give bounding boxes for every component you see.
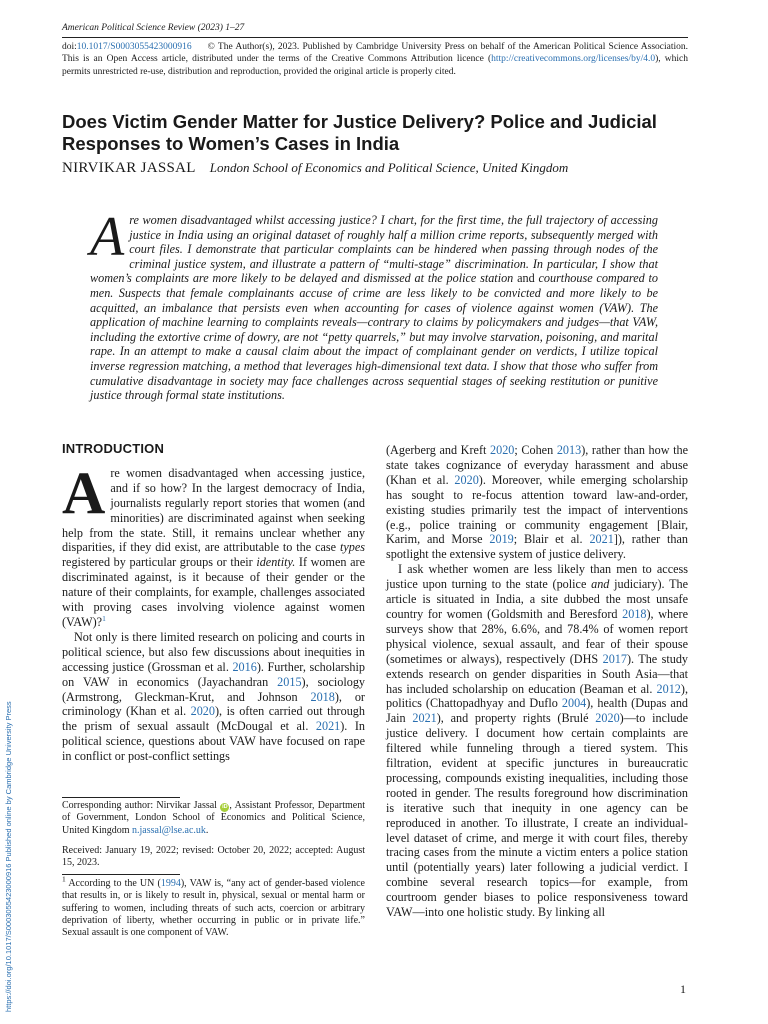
footnote-rule <box>62 874 180 875</box>
body-text: ). Moreover, while emerging scholarship has sought to re-focus attention toward law-and-order, existing studies primarily test the impact of interventions (e.g., police training or community engagement [Blair, Karim, and Morse <box>386 472 688 547</box>
intro-text: registered by particular groups or their <box>62 555 253 570</box>
abstract-text-2: courthouse compared to men. Suspects that female complainants accuse of crime are less likely to be convicted and more likely to be acquitted, an imbalance that persists even when accounting for cases of violence against women (VAW). The application of machine learning to complaints reveals—contrary to claims by policymakers and judges—that VAW, including the extortive crime of dowry, are not “petty quarrels,” but may involve starvation, poisoning, and marital rape. In an attempt to make a causal claim about the impact of complainant gender on verdicts, I utilize topical inverse regression matching, a method that leverages high-dimensional text data. I show that those who suffer from cumulative disadvantage in society may face challenges across sequential stages of seeking restitution or punitive justice through formal state institutions. <box>90 271 658 403</box>
intro-text: ). Further, scholarship on VAW in economics (Jayachandran <box>62 659 365 689</box>
footnote-text: ), VAW is, “any act of gender-based violence that results in, or is likely to result in, physical, sexual or mental harm or suffering to women, including threats of such acts, coercion or arbitrary deprivation of liberty, whether occurring in public or in private life.” Sexual assault is one component of VAW. <box>62 878 365 939</box>
citation-link[interactable]: 2013 <box>556 443 582 457</box>
author-name: NIRVIKAR JASSAL <box>62 160 196 176</box>
journal-citation: American Political Science Review (2023) 1–27 <box>62 23 688 38</box>
citation-link[interactable]: 2017 <box>602 651 627 666</box>
article-title: Does Victim Gender Matter for Justice Delivery? Police and Judicial Responses to Women’s Cases in India <box>62 111 657 154</box>
open-access-notice <box>62 41 688 78</box>
body-text: )—to include justice delivery. I document how certain complaints are filtered while funneling through a tiered system. This filtration, evident at specific junctures in bureaucratic processing, compounds existing inequalities, including those rooted in gender. The results foreground how discrimination is iterative such that inequity in one agency can be reproduced in another. To illustrate, I create an individual-level dataset of crime, and merge it with court files, thereby tracing cases from the minute a victim enters a police station until (potentially years) later following a judicial verdict. I combine several research topics—for example, from courtroom gender biases to police responsiveness toward VAW—into one holistic study. By linking all <box>386 711 688 920</box>
abstract-text-1: re women disadvantaged whilst accessing justice? I chart, for the first time, the full trajectory of accessing justice in India using an original dataset of roughly half a million crime reports, subsequently merged with court files. I demonstrate that particular complaints can be hindered when passing through nodes of the criminal justice system, and illustrate a pattern of “multi-stage” discrimination. In particular, I show that women’s complaints are more likely to be delayed and dismissed at the police station <box>90 213 658 286</box>
citation-link[interactable]: 2018 <box>310 689 335 704</box>
citation-link[interactable]: 2020 <box>190 704 215 719</box>
page-number: 1 <box>680 982 686 996</box>
citation-link[interactable]: 1994 <box>160 878 181 889</box>
abstract-drop-cap: A <box>90 206 125 268</box>
correspondence-text: , Assistant Professor, Department of Government, London School of Economics and Political Science, United Kingdom <box>62 800 365 836</box>
citation-link[interactable]: 2020 <box>454 472 479 487</box>
author-affiliation: London School of Economics and Political Science, United Kingdom <box>209 160 569 175</box>
intro-text: re women disadvantaged when accessing justice, and if so how? In the largest democracy of India, journalists regularly report stories that women (and minorities) are discriminated against when seeking help from the state. Still, it remains unclear whether any disparities, if they did exist, are attributable to the case <box>62 465 365 555</box>
body-text: ; Blair et al. <box>513 532 583 547</box>
abstract-and: and <box>517 271 535 286</box>
license-link[interactable]: http://creativecommons.org/licenses/by/4.0 <box>491 54 656 65</box>
citation-link[interactable]: 2016 <box>232 659 257 674</box>
introduction-heading: INTRODUCTION <box>62 441 165 456</box>
citation-link[interactable]: 2021 <box>412 711 437 726</box>
intro-emph-identity: identity. <box>256 555 296 570</box>
body-text: ), rather than how the state takes cognizance of everyday harassment and abuse (Khan et al. <box>386 443 689 487</box>
body-text: ), health (Dupas and Jain <box>386 696 689 726</box>
intro-text: ), or criminology (Khan et al. <box>62 689 365 719</box>
intro-emph-types: types <box>339 540 365 555</box>
citation-link[interactable]: 2012 <box>656 681 681 696</box>
correspondence-text: . <box>205 824 209 836</box>
right-column <box>386 443 688 920</box>
author-line <box>62 160 702 177</box>
intro-paragraph-2 <box>62 630 365 764</box>
body-text: ; Cohen <box>514 443 554 457</box>
intro-text: If women are discriminated against, is it because of their gender or the nature of their complaints, for example, challenges associated with proving cases involving violence against women (VAW)? <box>62 555 366 629</box>
body-text: ). The study extends research on gender disparities in South Asia—that has included scholarship on education (Beaman et al. <box>386 651 689 696</box>
doi-prefix: doi: <box>62 42 77 52</box>
citation-link[interactable]: 2004 <box>561 696 587 711</box>
side-doi-text[interactable]: https://doi.org/10.1017/S0003055423000916 Published online by Cambridge University Press <box>4 701 13 1012</box>
intro-text: ), sociology (Armstrong, Gleckman-Krut, and Johnson <box>62 674 366 704</box>
orcid-icon[interactable]: iD <box>222 804 228 810</box>
intro-drop-cap: A <box>62 459 106 526</box>
intro-paragraph-1 <box>62 459 366 630</box>
body-text: judiciary). The article is situated in India, a site dubbed the most unsafe country for women (Goldsmith and Beresford <box>386 577 689 621</box>
body-text: (Agerberg and Kreft <box>386 443 487 457</box>
correspondence-text: Corresponding author: Nirvikar Jassal <box>62 800 217 811</box>
footnote-number: 1 <box>62 874 66 884</box>
side-doi-link[interactable] <box>4 701 13 1012</box>
body-text: ), where surveys show that 28%, 6.6%, and 78.4% of women report physical violence, sexual assault, and fear of their spouse (sometimes or always), respectively (DHS <box>386 606 688 666</box>
body-text: ), politics (Chattopadhyay and Duflo <box>386 681 688 711</box>
abstract <box>90 206 658 403</box>
corresponding-author <box>62 800 365 837</box>
copyright-text: © The Author(s), 2023. Published by Cambridge University Press on behalf of the American Political Science Association. This is an Open Access article, distributed under the terms of the Creative Commons Attribution licence ( <box>62 42 689 65</box>
email-link[interactable]: n.jassal@lse.ac.uk <box>132 824 206 836</box>
body-text: ]), rather than spotlight the extensive system of justice delivery. <box>386 532 689 562</box>
citation-link[interactable]: 2019 <box>489 532 514 547</box>
citation-link[interactable]: 2018 <box>622 606 647 621</box>
received-dates: Received: January 19, 2022; revised: October 20, 2022; accepted: August 15, 2023. <box>62 844 365 869</box>
right-paragraph-1 <box>386 443 688 562</box>
citation-link[interactable]: 2020 <box>595 711 620 726</box>
right-paragraph-2 <box>386 562 688 920</box>
doi-link[interactable]: 10.1017/S0003055423000916 <box>76 42 192 52</box>
intro-text: ), is often carried out through the prism of sexual assault (McDougal et al. <box>62 704 365 734</box>
footnote-text: According to the UN ( <box>68 878 161 889</box>
citation-link[interactable]: 2021 <box>589 532 614 547</box>
footnote-rule <box>62 797 180 798</box>
correspondence-box <box>62 800 365 869</box>
left-column <box>62 442 365 764</box>
footnote-marker[interactable]: 1 <box>102 613 106 623</box>
body-text: ), and property rights (Brulé <box>436 711 589 726</box>
copyright-end: ), which permits unrestricted re-use, distribution and reproduction, provided the original article is properly cited. <box>62 54 688 77</box>
citation-link[interactable]: 2015 <box>277 674 302 689</box>
citation-link[interactable]: 2020 <box>490 443 515 457</box>
footnote-1 <box>62 874 365 939</box>
intro-text: Not only is there limited research on policing and courts in political science, but also few discussions about inequities in accessing justice (Grossman et al. <box>62 629 365 674</box>
emph-and: and <box>591 577 610 592</box>
intro-text: ). In political science, questions about VAW have focused on rape in conflict or post-conflict settings <box>62 719 365 764</box>
body-text: I ask whether women are less likely than men to access justice upon turning to the state (police <box>386 562 688 592</box>
citation-link[interactable]: 2021 <box>315 719 341 734</box>
